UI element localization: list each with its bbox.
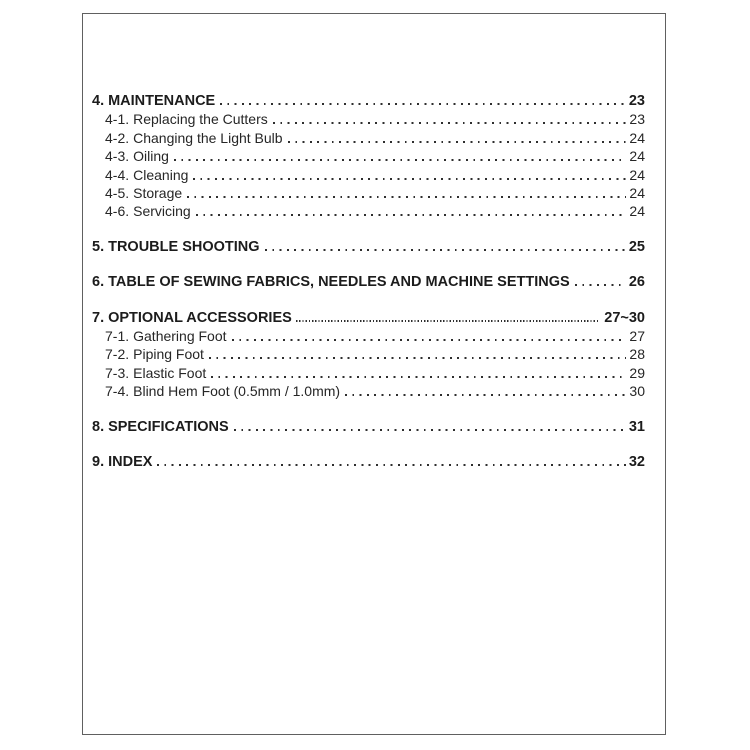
toc-entry-number: 9. bbox=[92, 454, 105, 471]
dot-leader bbox=[265, 249, 626, 251]
toc-entry bbox=[92, 166, 645, 184]
toc-entry-page: 29 bbox=[629, 364, 645, 381]
toc-entry bbox=[92, 309, 645, 327]
toc-entry-page: 24 bbox=[629, 166, 645, 183]
dot-leader bbox=[232, 339, 627, 341]
toc-entry-page: 31 bbox=[628, 418, 645, 435]
toc-entry-title: Blind Hem Foot (0.5mm / 1.0mm) bbox=[133, 383, 341, 400]
toc-entry-title: Piping Foot bbox=[133, 346, 204, 363]
toc-entry-title: SPECIFICATIONS bbox=[108, 418, 229, 435]
dot-leader bbox=[196, 214, 627, 216]
toc-entry-title: Replacing the Cutters bbox=[133, 111, 268, 128]
table-of-contents bbox=[83, 14, 665, 472]
toc-entry-title: TROUBLE SHOOTING bbox=[108, 238, 260, 255]
toc-entry bbox=[92, 345, 645, 363]
toc-entry-number: 7. bbox=[92, 309, 105, 326]
toc-entry-number: 5. bbox=[92, 238, 105, 255]
toc-entry-number: 8. bbox=[92, 418, 105, 435]
toc-entry bbox=[92, 129, 645, 147]
toc-entry bbox=[92, 382, 645, 400]
toc-entry-title: Changing the Light Bulb bbox=[133, 129, 283, 146]
toc-entry-title: Cleaning bbox=[133, 166, 189, 183]
dot-leader bbox=[157, 464, 625, 466]
dot-leader bbox=[220, 103, 626, 105]
toc-entry-title: Storage bbox=[133, 185, 183, 202]
toc-entry bbox=[92, 184, 645, 202]
toc-entry-title: TABLE OF SEWING FABRICS, NEEDLES AND MACHINE SETTINGS bbox=[108, 274, 570, 291]
toc-entry-number: 4-4. bbox=[105, 166, 130, 183]
toc-entry-number: 4. bbox=[92, 93, 105, 109]
dot-leader bbox=[345, 394, 626, 396]
dot-leader bbox=[234, 429, 626, 431]
dot-leader bbox=[288, 141, 627, 143]
toc-entry bbox=[92, 92, 645, 110]
toc-entry-number: 4-3. bbox=[105, 148, 130, 165]
toc-entry-number: 4-6. bbox=[105, 203, 130, 220]
dot-leader bbox=[575, 284, 626, 286]
toc-entry bbox=[92, 273, 645, 291]
toc-entry-page: 24 bbox=[629, 129, 645, 146]
manual-page bbox=[82, 13, 666, 735]
toc-entry-page: 23 bbox=[629, 111, 645, 128]
toc-entry-number: 6. bbox=[92, 274, 105, 291]
toc-entry-page: 27~30 bbox=[604, 309, 645, 326]
toc-entry-number: 4-2. bbox=[105, 129, 130, 146]
dot-leader bbox=[193, 178, 626, 180]
toc-entry bbox=[92, 418, 645, 436]
dot-leader bbox=[209, 357, 626, 359]
toc-entry-page: 24 bbox=[629, 203, 645, 220]
toc-entry-title: INDEX bbox=[108, 454, 153, 471]
toc-entry-number: 7-2. bbox=[105, 346, 130, 363]
dot-leader bbox=[296, 320, 598, 322]
toc-entry-page: 23 bbox=[628, 93, 645, 109]
toc-entry bbox=[92, 364, 645, 382]
toc-entry-page: 28 bbox=[629, 346, 645, 363]
toc-entry-page: 24 bbox=[629, 148, 645, 165]
toc-entry-page: 26 bbox=[628, 274, 645, 291]
toc-entry-number: 7-1. bbox=[105, 328, 130, 345]
toc-entry-number: 4-1. bbox=[105, 111, 130, 128]
toc-entry-title: Servicing bbox=[133, 203, 191, 220]
toc-entry-page: 32 bbox=[628, 454, 645, 471]
toc-entry-number: 7-3. bbox=[105, 364, 130, 381]
toc-entry-page: 25 bbox=[628, 238, 645, 255]
toc-entry bbox=[92, 147, 645, 165]
toc-entry-title: Oiling bbox=[133, 148, 169, 165]
toc-entry-number: 7-4. bbox=[105, 383, 130, 400]
toc-entry bbox=[92, 202, 645, 220]
dot-leader bbox=[187, 196, 626, 198]
toc-entry-title: Elastic Foot bbox=[133, 364, 207, 381]
toc-entry-title: Gathering Foot bbox=[133, 328, 227, 345]
toc-entry bbox=[92, 110, 645, 128]
toc-entry bbox=[92, 327, 645, 345]
dot-leader bbox=[174, 159, 627, 161]
dot-leader bbox=[273, 122, 627, 124]
toc-entry-page: 30 bbox=[629, 383, 645, 400]
toc-entry-page: 27 bbox=[629, 328, 645, 345]
toc-entry-page: 24 bbox=[629, 185, 645, 202]
toc-entry-title: OPTIONAL ACCESSORIES bbox=[108, 309, 292, 326]
toc-entry-number: 4-5. bbox=[105, 185, 130, 202]
toc-entry bbox=[92, 238, 645, 256]
toc-entry bbox=[92, 453, 645, 471]
dot-leader bbox=[211, 376, 626, 378]
toc-entry-title: MAINTENANCE bbox=[108, 93, 216, 109]
